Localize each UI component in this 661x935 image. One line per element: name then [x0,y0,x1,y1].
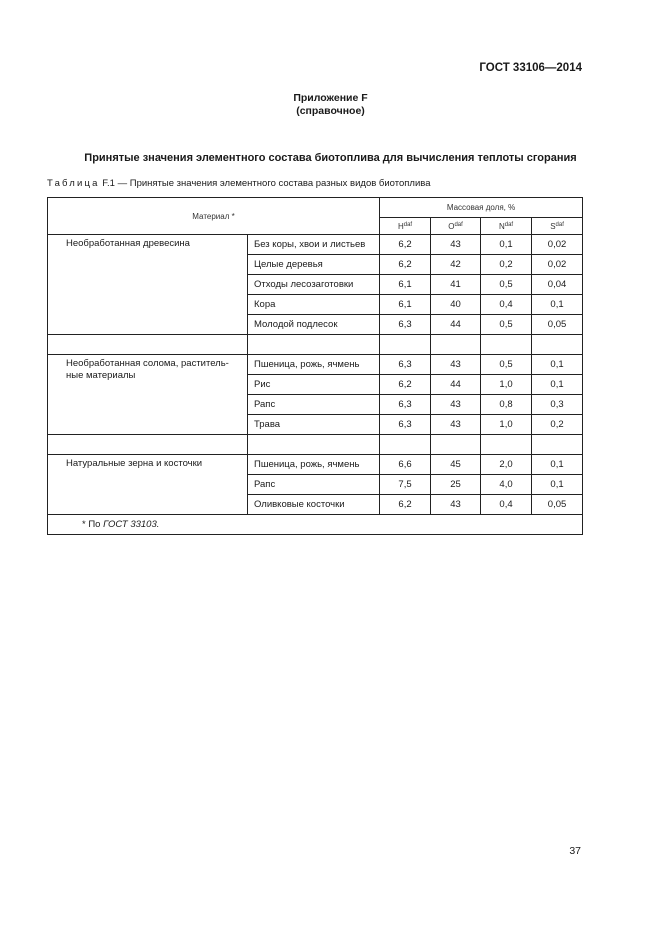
table-footnote [48,515,583,535]
footnote-row [48,515,583,535]
material-type-cell: Оливковые косточки [248,495,380,515]
value-cell-n: 0,5 [481,355,532,375]
value-cell-n: 0,2 [481,255,532,275]
value-cell-s: 0,1 [532,375,583,395]
value-cell-o: 44 [431,375,481,395]
value-cell-n: 0,4 [481,295,532,315]
empty-cell [532,435,583,455]
value-cell-h: 6,1 [380,275,431,295]
value-cell-o: 43 [431,415,481,435]
value-cell-h: 6,6 [380,455,431,475]
material-type-cell: Без коры, хвои и листьев [248,235,380,255]
empty-cell [48,335,248,355]
value-cell-n: 1,0 [481,375,532,395]
table-row [48,235,583,255]
page-number: 37 [569,845,581,857]
value-cell-n: 2,0 [481,455,532,475]
footnote-reference: ГОСТ 33103. [103,519,160,530]
material-type-cell: Рапс [248,395,380,415]
table-caption-text: F.1 — Принятые значения элементного состава разных видов биотоплива [102,178,431,189]
table-row [48,355,583,375]
material-type-cell: Кора [248,295,380,315]
empty-cell [431,335,481,355]
document-header: ГОСТ 33106—2014 [479,62,582,74]
value-cell-s: 0,2 [532,415,583,435]
mass-fraction-header: Массовая доля, % [380,198,583,218]
value-cell-s: 0,1 [532,475,583,495]
column-symbol: S [550,221,556,231]
column-superscript: daf [555,221,564,228]
material-group-cell: Натуральные зерна и косточки [48,455,248,515]
value-cell-o: 41 [431,275,481,295]
empty-cell [532,335,583,355]
section-title: Принятые значения элементного состава биотоплива для вычисления теплоты сгорания [84,152,577,164]
material-header: Материал * [48,198,380,235]
column-symbol: H [397,221,404,231]
value-cell-n: 0,1 [481,235,532,255]
empty-cell [48,435,248,455]
material-type-cell: Трава [248,415,380,435]
value-cell-o: 43 [431,355,481,375]
column-symbol: O [448,221,455,231]
value-cell-s: 0,1 [532,295,583,315]
spacer-row [48,335,583,355]
value-cell-n: 1,0 [481,415,532,435]
column-header [481,218,532,235]
empty-cell [481,335,532,355]
value-cell-s: 0,1 [532,455,583,475]
material-group-cell: Необработанная древесина [48,235,248,335]
value-cell-n: 0,4 [481,495,532,515]
empty-cell [380,335,431,355]
value-cell-h: 6,1 [380,295,431,315]
composition-table [47,197,583,535]
empty-cell [481,435,532,455]
spacer-row [48,435,583,455]
value-cell-s: 0,02 [532,255,583,275]
value-cell-h: 6,2 [380,375,431,395]
column-symbol: N [498,221,505,231]
empty-cell [431,435,481,455]
material-type-cell: Пшеница, рожь, ячмень [248,455,380,475]
value-cell-h: 6,2 [380,495,431,515]
empty-cell [248,335,380,355]
value-cell-h: 6,3 [380,395,431,415]
value-cell-o: 40 [431,295,481,315]
material-type-cell: Молодой подлесок [248,315,380,335]
value-cell-s: 0,3 [532,395,583,415]
material-type-cell: Рис [248,375,380,395]
value-cell-o: 45 [431,455,481,475]
material-type-cell: Пшеница, рожь, ячмень [248,355,380,375]
value-cell-h: 6,2 [380,235,431,255]
empty-cell [248,435,380,455]
value-cell-n: 4,0 [481,475,532,495]
footnote-prefix: * По [82,519,104,530]
column-header [431,218,481,235]
material-group-cell: Необработанная солома, раститель-ные материалы [48,355,248,435]
appendix-subtitle: (справочное) [296,105,365,117]
material-type-cell: Отходы лесозаготовки [248,275,380,295]
value-cell-o: 42 [431,255,481,275]
value-cell-h: 6,2 [380,255,431,275]
value-cell-n: 0,8 [481,395,532,415]
appendix-title: Приложение F [293,92,368,104]
value-cell-h: 6,3 [380,355,431,375]
empty-cell [380,435,431,455]
value-cell-h: 7,5 [380,475,431,495]
value-cell-h: 6,3 [380,415,431,435]
column-header [532,218,583,235]
value-cell-o: 43 [431,395,481,415]
table-caption-prefix: Таблица [47,178,100,189]
column-superscript: daf [403,221,413,228]
appendix-heading [0,92,661,118]
material-type-cell: Целые деревья [248,255,380,275]
value-cell-s: 0,04 [532,275,583,295]
value-cell-o: 25 [431,475,481,495]
column-header [380,218,431,235]
table-row [48,455,583,475]
value-cell-s: 0,05 [532,315,583,335]
value-cell-s: 0,02 [532,235,583,255]
column-superscript: daf [454,221,463,228]
table-caption [47,178,431,189]
value-cell-n: 0,5 [481,315,532,335]
value-cell-o: 43 [431,495,481,515]
value-cell-o: 43 [431,235,481,255]
value-cell-o: 44 [431,315,481,335]
value-cell-n: 0,5 [481,275,532,295]
value-cell-h: 6,3 [380,315,431,335]
material-type-cell: Рапс [248,475,380,495]
value-cell-s: 0,1 [532,355,583,375]
column-superscript: daf [504,221,514,228]
value-cell-s: 0,05 [532,495,583,515]
